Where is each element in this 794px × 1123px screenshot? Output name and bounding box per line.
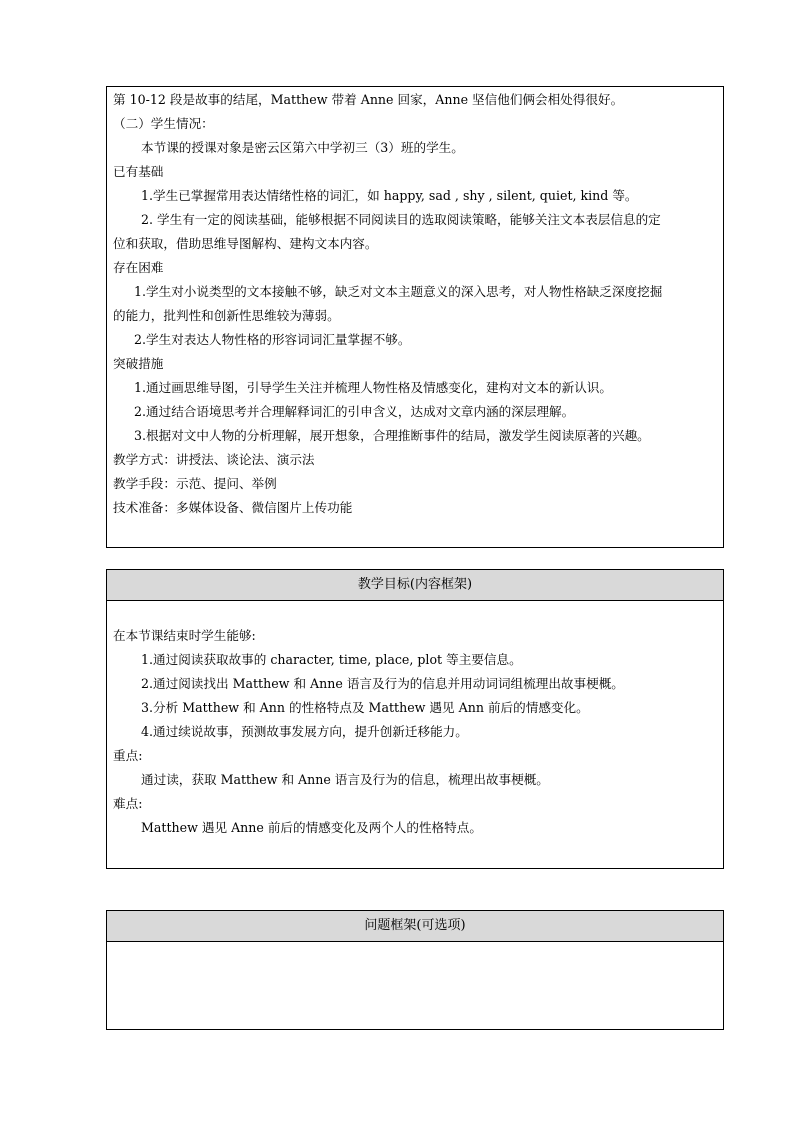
student-situation-box — [106, 86, 724, 548]
key-point-text: 通过读，获取 Matthew 和 Anne 语言及行为的信息，梳理出故事梗概。 — [141, 772, 549, 787]
difficulty-label: 难点: — [113, 796, 143, 811]
objective-item: 2.通过阅读找出 Matthew 和 Anne 语言及行为的信息并用动词词组梳理出故事梗概。 — [141, 676, 624, 691]
text-line: 位和获取，借助思维导图解构、建构文本内容。 — [113, 236, 378, 251]
subheading-existing-foundation: 已有基础 — [113, 164, 164, 179]
text-line: 本节课的授课对象是密云区第六中学初三（3）班的学生。 — [141, 140, 464, 155]
teaching-objectives-header: 教学目标(内容框架) — [107, 570, 723, 601]
text-line: 在本节课结束时学生能够: — [113, 628, 256, 643]
difficulty-text: Matthew 遇见 Anne 前后的情感变化及两个人的性格特点。 — [141, 820, 482, 835]
subheading-difficulties: 存在困难 — [113, 260, 164, 275]
question-framework-box — [106, 910, 724, 1030]
text-line: 1.学生已掌握常用表达情绪性格的词汇，如 happy, sad , shy , silent, quiet, kind 等。 — [141, 188, 638, 203]
text-line: 第 10-12 段是故事的结尾，Matthew 带着 Anne 回家，Anne 坚信他们俩会相处得很好。 — [113, 92, 624, 107]
teaching-means: 教学手段：示范、提问、举例 — [113, 476, 277, 491]
text-line: 3.根据对文中人物的分析理解，展开想象，合理推断事件的结局，激发学生阅读原著的兴趣。 — [134, 428, 650, 443]
tech-preparation: 技术准备：多媒体设备、微信图片上传功能 — [113, 500, 353, 515]
text-line: 2.学生对表达人物性格的形容词词汇量掌握不够。 — [134, 332, 411, 347]
question-framework-header: 问题框架(可选项) — [107, 911, 723, 942]
objective-item: 4.通过续说故事，预测故事发展方向，提升创新迁移能力。 — [141, 724, 468, 739]
key-point-label: 重点: — [113, 748, 143, 763]
text-line: 1.学生对小说类型的文本接触不够，缺乏对文本主题意义的深入思考，对人物性格缺乏深度挖掘 — [134, 284, 663, 299]
text-line: 1.通过画思维导图，引导学生关注并梳理人物性格及情感变化，建构对文本的新认识。 — [134, 380, 612, 395]
objective-item: 1.通过阅读获取故事的 character, time, place, plot 等主要信息。 — [141, 652, 522, 667]
section-heading: （二）学生情况： — [113, 116, 214, 131]
teaching-method: 教学方式：讲授法、谈论法、演示法 — [113, 452, 315, 467]
teaching-objectives-box — [106, 569, 724, 869]
text-line: 2. 学生有一定的阅读基础，能够根据不同阅读目的选取阅读策略，能够关注文本表层信息的定 — [141, 212, 661, 227]
subheading-breakthrough: 突破措施 — [113, 356, 164, 371]
objective-item: 3.分析 Matthew 和 Ann 的性格特点及 Matthew 遇见 Ann 前后的情感变化。 — [141, 700, 589, 715]
text-line: 2.通过结合语境思考并合理解释词汇的引申含义，达成对文章内涵的深层理解。 — [134, 404, 575, 419]
text-line: 的能力，批判性和创新性思维较为薄弱。 — [113, 308, 340, 323]
